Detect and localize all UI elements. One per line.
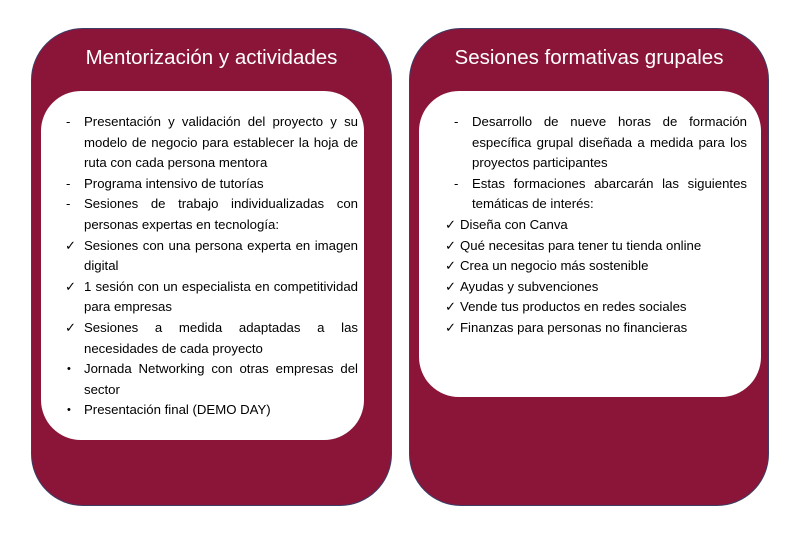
list-item	[419, 318, 761, 339]
list-item-text: Programa intensivo de tutorías	[84, 175, 264, 191]
mentorship-card	[31, 28, 392, 506]
mentorship-list	[41, 112, 364, 421]
list-item-text: 1 sesión con un especialista en competitividad para empresas	[84, 278, 358, 315]
list-item	[41, 359, 364, 400]
list-item-text: Jornada Networking con otras empresas del sector	[84, 361, 358, 397]
list-item	[41, 318, 364, 359]
checkmark-icon: ✓	[445, 237, 457, 253]
list-item	[41, 174, 364, 195]
list-item-text: Vende tus productos en redes sociales	[460, 299, 687, 315]
list-item-text: Qué necesitas para tener tu tienda online	[460, 237, 702, 253]
list-item	[41, 194, 364, 235]
checkmark-icon: ✓	[445, 299, 457, 315]
list-item	[41, 236, 364, 277]
checkmark-icon: ✓	[445, 319, 457, 335]
list-item	[419, 297, 761, 318]
list-item-text: Estas formaciones abarcarán las siguientes temáticas de interés:	[472, 175, 747, 212]
list-item-text: Presentación y validación del proyecto y su modelo de negocio para establecer la hoja de ruta con cada persona mentora	[84, 114, 358, 171]
list-item-text: Finanzas para personas no financieras	[460, 319, 688, 335]
list-item-text: Diseña con Canva	[460, 216, 568, 232]
mentorship-content-box	[41, 91, 364, 440]
list-item	[419, 236, 761, 257]
checkmark-icon: ✓	[65, 319, 77, 335]
dash-marker: -	[454, 175, 459, 191]
list-item	[41, 277, 364, 318]
group-training-card-title: Sesiones formativas grupales	[454, 46, 724, 69]
group-training-list	[419, 112, 761, 339]
group-training-content-box	[419, 91, 761, 397]
list-item	[419, 174, 761, 215]
list-item	[419, 112, 761, 174]
list-item-text: Presentación final (DEMO DAY)	[84, 402, 271, 418]
checkmark-icon: ✓	[65, 278, 77, 294]
bullet-icon: •	[67, 404, 71, 417]
mentorship-card-title: Mentorización y actividades	[85, 46, 338, 69]
dash-marker: -	[66, 175, 71, 191]
list-item	[419, 215, 761, 236]
checkmark-icon: ✓	[65, 237, 77, 253]
dash-marker: -	[66, 114, 71, 129]
list-item-text: Ayudas y subvenciones	[460, 278, 599, 294]
list-item	[419, 277, 761, 298]
dash-marker: -	[454, 114, 459, 129]
list-item-text: Sesiones con una persona experta en imagen digital	[84, 237, 358, 274]
group-training-card	[409, 28, 769, 506]
list-item-text: Sesiones de trabajo individualizadas con personas expertas en tecnología:	[84, 196, 358, 232]
list-item	[419, 256, 761, 277]
list-item-text: Desarrollo de nueve horas de formación específica grupal diseñada a medida para los proyectos participantes	[472, 114, 747, 171]
checkmark-icon: ✓	[445, 258, 457, 274]
list-item-text: Sesiones a medida adaptadas a las necesidades de cada proyecto	[84, 319, 358, 356]
dash-marker: -	[66, 196, 71, 212]
checkmark-icon: ✓	[445, 278, 457, 294]
list-item	[41, 112, 364, 174]
list-item	[41, 400, 364, 421]
checkmark-icon: ✓	[445, 216, 457, 232]
bullet-icon: •	[67, 363, 71, 376]
list-item-text: Crea un negocio más sostenible	[460, 258, 649, 274]
